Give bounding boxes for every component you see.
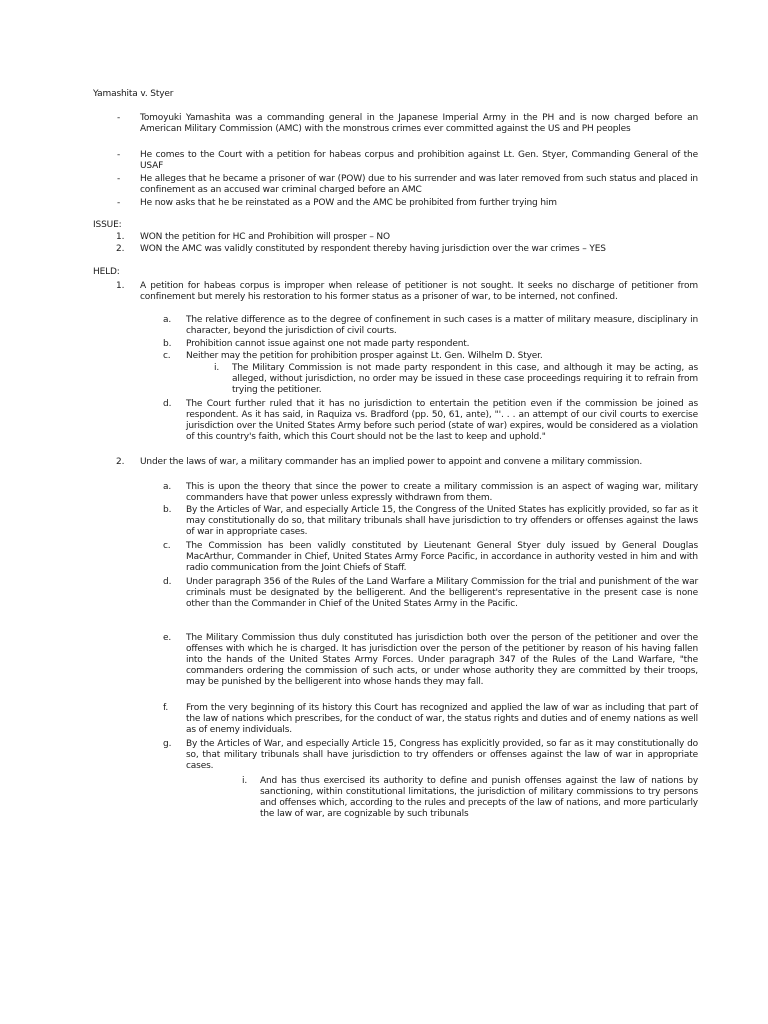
issue-text: WON the petition for HC and Prohibition will prosper – NO — [140, 232, 390, 242]
issue-text: WON the AMC was validly constituted by respondent thereby having jurisdiction over the war crimes – YES — [140, 244, 606, 254]
list-item — [0, 281, 768, 315]
fact-text: He alleges that he became a prisoner of war (POW) due to his surrender and was later removed from such status and placed in confinement as an accused war criminal charged before an AMC — [140, 174, 698, 195]
item-number: 2. — [116, 457, 125, 467]
sub-letter: b. — [163, 505, 172, 515]
held-item-2 — [0, 457, 768, 824]
held-item-1 — [0, 281, 768, 457]
bullet-marker: - — [117, 150, 121, 160]
sub-item — [0, 577, 768, 633]
sub-text: The Military Commission is not made party respondent in this case, and although it may be acting, as alleged, without jurisdiction, no order may be issued in these case proceedings requiring it to refrain from trying the petitioner. — [232, 363, 698, 395]
bullet-marker: - — [117, 113, 121, 123]
sub-letter: i. — [214, 363, 220, 373]
fact-text: He comes to the Court with a petition for habeas corpus and prohibition against Lt. Gen. Styer, Commanding General of the USAF — [140, 150, 698, 171]
sub-letter: i. — [242, 776, 248, 786]
sub-letter: c. — [163, 351, 171, 361]
held-text: Under the laws of war, a military commander has an implied power to appoint and convene a military commission. — [140, 457, 643, 467]
sub-text: Prohibition cannot issue against one not made party respondent. — [186, 339, 470, 349]
sub-letter: c. — [163, 541, 171, 551]
bullet-marker: - — [117, 174, 121, 184]
list-item — [0, 244, 768, 256]
sub-text: The Court further ruled that it has no jurisdiction to entertain the petition even if the commission be joined as respondent. As it has said, in Raquiza vs. Bradford (pp. 50, 61, ante), "'. . . an attempt of our civil courts to exercise jurisdiction over the United States Army before such period (state of war) expires, would be considered as a violation of this country's faith, which this Court should not be the last to keep and uphold." — [186, 399, 698, 442]
sub-item — [0, 505, 768, 541]
sub-text: And has thus exercised its authority to define and punish offenses against the law of nations by sanctioning, within constitutional limitations, the jurisdiction of military commissions to try persons and offenses which, according to the rules and precepts of the law of nations, and more particularly the law of war, are cognizable by such tribunals — [260, 776, 698, 819]
document-title: Yamashita v. Styer — [93, 89, 174, 99]
sub-item — [0, 703, 768, 739]
sub-text: By the Articles of War, and especially Article 15, Congress has explicitly provided, so far as it may constitutionally do so, that military tribunals shall have jurisdiction to try offenders or offenses against the law of war in appropriate cases. — [186, 739, 698, 771]
sub-letter: b. — [163, 339, 172, 349]
sub-letter: e. — [163, 633, 172, 643]
issue-heading: ISSUE: — [93, 220, 122, 230]
sub-text: The Commission has been validly constituted by Lieutenant General Styer duly issued by General Douglas MacArthur, Commander in Chief, United States Army Force Pacific, in accordance in authority vested in him and with radio communication from the Joint Chiefs of Staff. — [186, 541, 698, 573]
sub-text: By the Articles of War, and especially Article 15, the Congress of the United States has explicitly provided, so far as it may constitutionally do so, that military tribunals shall have jurisdiction to try offenders or offenses against the laws of war in appropriate cases. — [186, 505, 698, 537]
list-item — [0, 150, 768, 174]
issues-list — [0, 232, 768, 256]
sub-sub-item — [0, 363, 768, 399]
sub-text: Neither may the petition for prohibition prosper against Lt. Gen. Wilhelm D. Styer. — [186, 351, 543, 361]
held-text: A petition for habeas corpus is improper when release of petitioner is not sought. It seeks no discharge of petitioner from confinement but merely his restoration to his former status as a prisoner of war, to be interned, not confined. — [140, 281, 698, 302]
list-item — [0, 174, 768, 198]
held-heading: HELD: — [93, 267, 120, 277]
list-item — [0, 113, 768, 150]
sub-item — [0, 399, 768, 457]
fact-text: Tomoyuki Yamashita was a commanding general in the Japanese Imperial Army in the PH and is now charged before an American Military Commission (AMC) with the monstrous crimes ever committed against the US and PH peoples — [140, 113, 698, 134]
sub-letter: f. — [163, 703, 169, 713]
sub-item — [0, 351, 768, 363]
list-item — [0, 198, 768, 210]
item-number: 2. — [116, 244, 125, 254]
sub-item — [0, 339, 768, 351]
list-item — [0, 232, 768, 244]
sub-item — [0, 315, 768, 339]
facts-list — [0, 113, 768, 210]
sub-text: This is upon the theory that since the power to create a military commission is an aspect of waging war, military commanders have that power unless expressly withdrawn from them. — [186, 482, 698, 503]
sub-letter: a. — [163, 482, 172, 492]
bullet-marker: - — [117, 198, 121, 208]
sub-text: Under paragraph 356 of the Rules of the Land Warfare a Military Commission for the trial and punishment of the war criminals must be designated by the belligerent. And the belligerent's representative in the present case is none other than the Commander in Chief of the United States Army in the Pacific. — [186, 577, 698, 609]
sub-sub-item — [0, 776, 768, 824]
sub-letter: a. — [163, 315, 172, 325]
sub-text: From the very beginning of its history this Court has recognized and applied the law of war as including that part of the law of nations which prescribes, for the conduct of war, the status rights and duties and of enemy nations as well as of enemy individuals. — [186, 703, 698, 735]
sub-letter: g. — [163, 739, 172, 749]
sub-item — [0, 482, 768, 505]
item-number: 1. — [116, 232, 125, 242]
sub-text: The Military Commission thus duly constituted has jurisdiction both over the person of the petitioner and over the offenses with which he is charged. It has jurisdiction over the person of the petitioner by reason of his having fallen into the hands of the United States Army Forces. Under paragraph 347 of the Rules of the Land Warfare, "the commanders ordering the commission of such acts, or under whose authority they are committed by their troops, may be punished by the belligerent into whose hands they may fall. — [186, 633, 698, 687]
sub-item — [0, 541, 768, 577]
item-number: 1. — [116, 281, 125, 291]
sub-letter: d. — [163, 399, 172, 409]
fact-text: He now asks that he be reinstated as a POW and the AMC be prohibited from further trying him — [140, 198, 557, 208]
sub-item — [0, 739, 768, 776]
sub-letter: d. — [163, 577, 172, 587]
sub-text: The relative difference as to the degree of confinement in such cases is a matter of military measure, disciplinary in character, beyond the jurisdiction of civil courts. — [186, 315, 698, 336]
list-item — [0, 457, 768, 482]
sub-item — [0, 633, 768, 703]
